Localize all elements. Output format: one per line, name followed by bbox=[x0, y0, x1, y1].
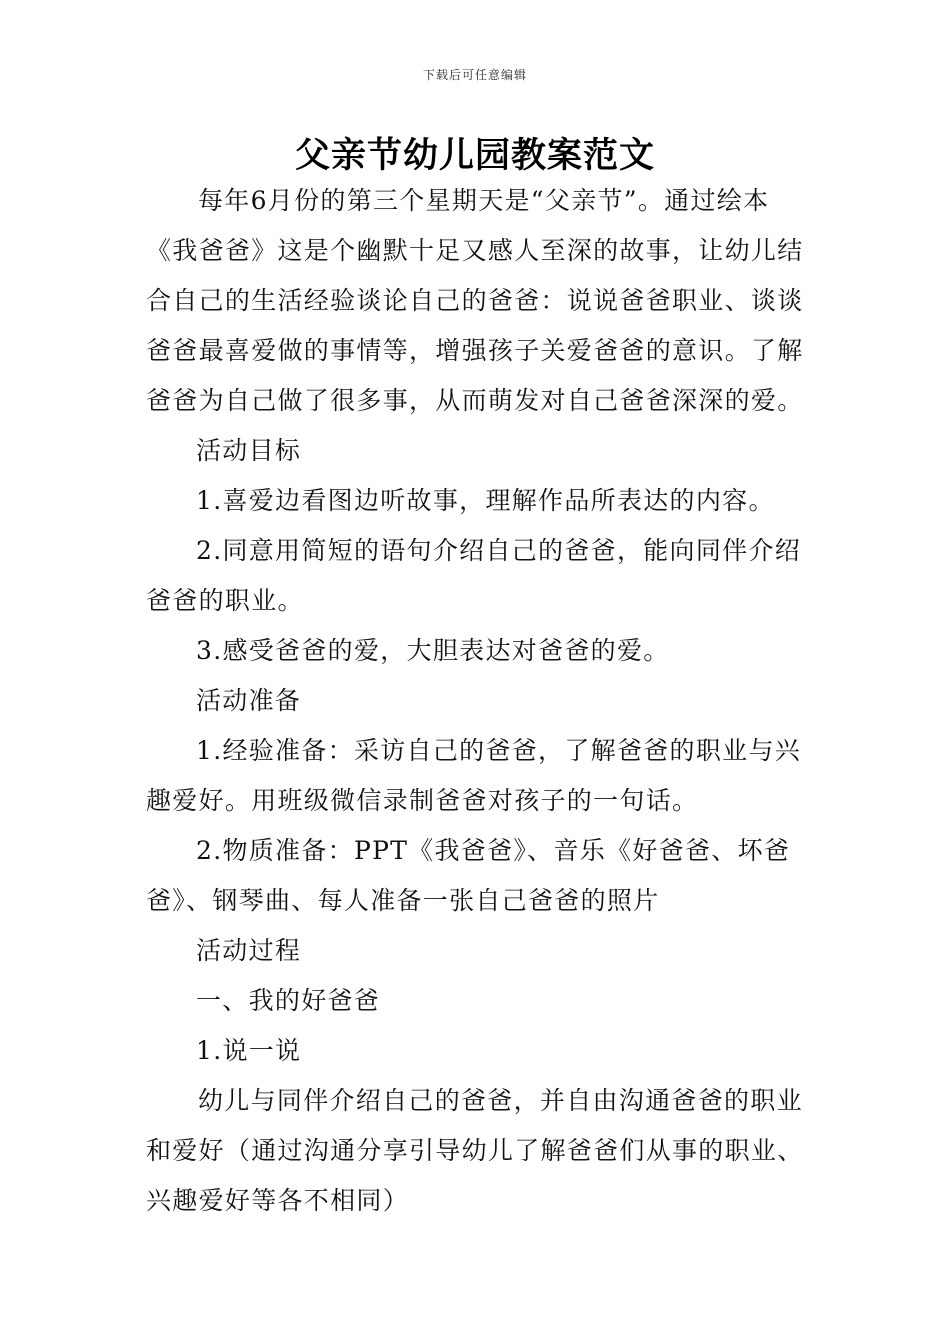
goals-heading: 活动目标 bbox=[196, 436, 302, 465]
document-body bbox=[146, 176, 808, 1226]
preparation-item-1: 1.经验准备：采访自己的爸爸，了解爸爸的职业与兴趣爱好。用班级微信录制爸爸对孩子的一句话。 bbox=[146, 736, 802, 815]
goal-item-1: 1.喜爱边看图边听故事，理解作品所表达的内容。 bbox=[196, 486, 775, 515]
preparation-heading: 活动准备 bbox=[196, 686, 302, 715]
intro-paragraph: 每年6月份的第三个星期天是“父亲节”。通过绘本《我爸爸》这是个幽默十足又感人至深的故事，让幼儿结合自己的生活经验谈论自己的爸爸：说说爸爸职业、谈谈爸爸最喜爱做的事情等，增强孩子关爱爸爸的意识。了解爸爸为自己做了很多事，从而萌发对自己爸爸深深的爱。 bbox=[146, 186, 804, 415]
process-section-1: 一、我的好爸爸 bbox=[196, 986, 381, 1015]
process-step-1: 1.说一说 bbox=[196, 1036, 302, 1065]
header-note: 下载后可任意编辑 bbox=[422, 68, 527, 82]
goal-item-2: 2.同意用简短的语句介绍自己的爸爸，能向同伴介绍爸爸的职业。 bbox=[146, 536, 802, 615]
process-heading: 活动过程 bbox=[196, 936, 302, 965]
goal-item-3: 3.感受爸爸的爱，大胆表达对爸爸的爱。 bbox=[196, 636, 670, 665]
process-step-1-text: 幼儿与同伴介绍自己的爸爸，并自由沟通爸爸的职业和爱好（通过沟通分享引导幼儿了解爸爸们从事的职业、兴趣爱好等各不相同） bbox=[146, 1086, 804, 1215]
preparation-item-2: 2.物质准备：PPT《我爸爸》、音乐《好爸爸、坏爸爸》、钢琴曲、每人准备一张自己爸爸的照片 bbox=[146, 836, 791, 915]
document-title: 父亲节幼儿园教案范文 bbox=[294, 136, 655, 176]
